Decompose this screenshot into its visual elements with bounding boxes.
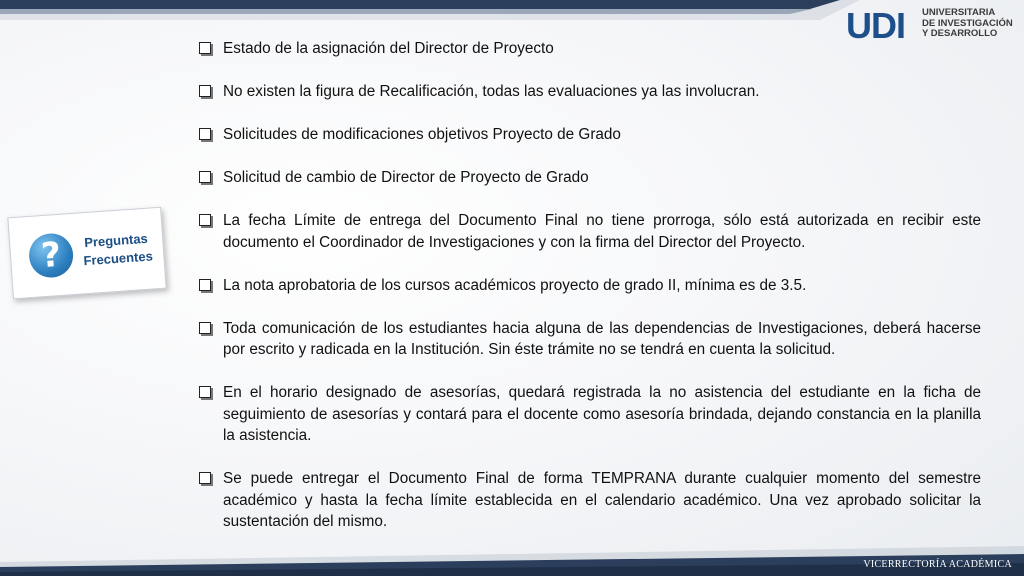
list-item-text: No existen la figura de Recalificación, todas las evaluaciones ya las involucran. (223, 83, 760, 100)
checkbox-bullet-icon (199, 472, 211, 484)
list-item-text: Se puede entregar el Documento Final de forma TEMPRANA durante cualquier momento del semestre académico y hasta la fecha límite establecida en el calendario académico. Una vez aprobado solicitar la sustentación del mismo. (223, 470, 981, 530)
list-item-text: Estado de la asignación del Director de Proyecto (223, 40, 554, 57)
checkbox-bullet-icon (199, 171, 211, 183)
bottom-decorative-band (0, 536, 1024, 576)
checkbox-bullet-icon (199, 322, 211, 334)
logo-mark: UDI (846, 5, 905, 46)
list-item (199, 124, 981, 146)
list-item (199, 275, 981, 297)
list-item-text: La fecha Límite de entrega del Documento Final no tiene prorroga, sólo está autorizada en recibir este documento el Coordinador de Investigaciones y con la firma del Director del Proyecto. (223, 212, 981, 251)
faq-badge-line-2: Frecuentes (83, 248, 154, 269)
question-mark-icon: ? (28, 232, 75, 279)
faq-badge-line-1: Preguntas (83, 230, 149, 251)
list-item (199, 382, 981, 447)
list-item (199, 318, 981, 361)
list-item-text: La nota aprobatoria de los cursos académicos proyecto de grado II, mínima es de 3.5. (223, 276, 807, 294)
logo-line-3: Y DESARROLLO (922, 28, 998, 39)
udi-logo (846, 5, 1024, 46)
logo-line-2: DE INVESTIGACIÓN (922, 17, 1013, 29)
list-item (199, 210, 981, 253)
checkbox-bullet-icon (199, 85, 211, 97)
list-item-text: Solicitud de cambio de Director de Proyecto de Grado (223, 169, 589, 186)
checkbox-bullet-icon (199, 42, 211, 54)
list-item (199, 468, 981, 533)
logo-text (922, 8, 1013, 40)
footer-label: VICERRECTORÍA ACADÉMICA (863, 559, 1012, 570)
list-item (199, 38, 981, 60)
list-item (199, 81, 981, 103)
checkbox-bullet-icon (199, 214, 211, 226)
list-item-text: Solicitudes de modificaciones objetivos Proyecto de Grado (223, 126, 621, 143)
list-item (199, 167, 981, 189)
checkbox-bullet-icon (199, 386, 211, 398)
checkbox-bullet-icon (199, 128, 211, 140)
faq-badge (7, 207, 166, 300)
checkbox-bullet-icon (199, 279, 211, 291)
list-item-text: Toda comunicación de los estudiantes hacia alguna de las dependencias de Investigaciones, deberá hacerse por escrito y radicada en la Institución. Sin éste trámite no se tendrá en cuenta la solicitud. (223, 319, 981, 358)
bullet-list (199, 38, 981, 554)
list-item-text: En el horario designado de asesorías, quedará registrada la no asistencia del estudiante en la ficha de seguimiento de asesorías y contará para el docente como asesoría brindada, dejando constancia en la planilla la asistencia. (223, 384, 981, 444)
logo-line-1: UNIVERSITARIA (922, 7, 996, 18)
